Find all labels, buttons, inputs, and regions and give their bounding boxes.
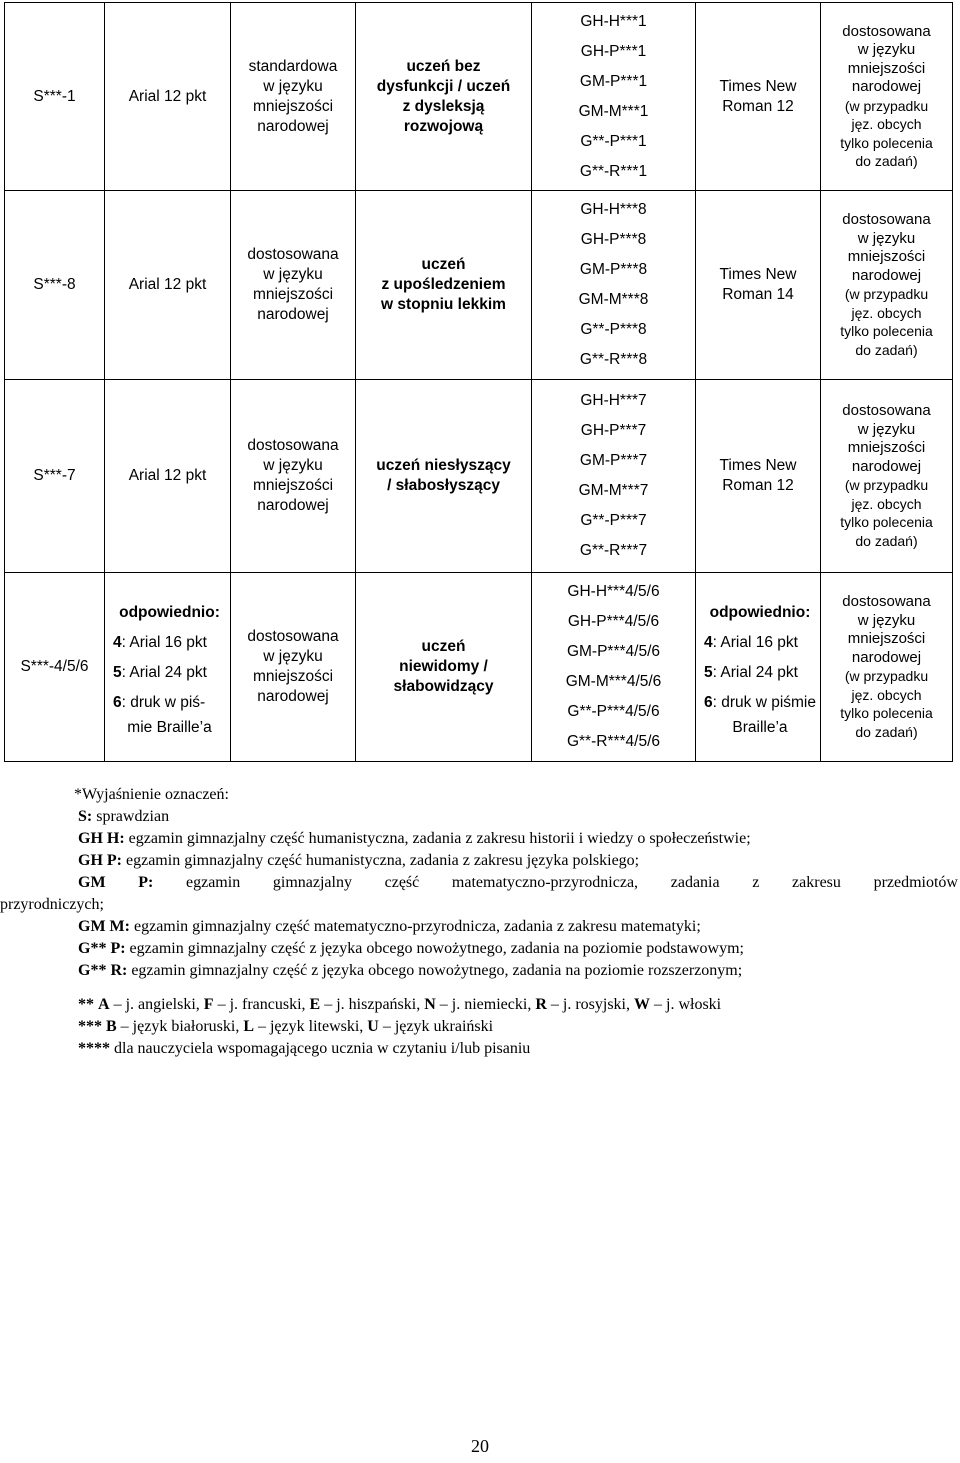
adapted-cell-line: tylko polecenia bbox=[840, 134, 933, 151]
exam-codes-cell-line: GM-M***7 bbox=[578, 482, 649, 499]
form-cell-line: standardowa bbox=[248, 57, 338, 75]
exam-codes-cell-line: G**-P***4/5/6 bbox=[567, 703, 660, 720]
answer-font-cell bbox=[696, 573, 821, 762]
exam-codes-cell-line: GM-M***4/5/6 bbox=[565, 673, 662, 690]
adapted-cell-line: (w przypadku bbox=[844, 477, 929, 493]
legend-value: – j. włoski bbox=[650, 996, 722, 1013]
exam-codes-cell-line: GM-P***7 bbox=[579, 452, 648, 469]
answer-font-cell bbox=[696, 380, 821, 573]
answer-font-cell-line: Roman 12 bbox=[722, 97, 794, 115]
legend-value: – j. niemiecki, bbox=[435, 996, 536, 1013]
minority-line: *** B – język białoruski, L – język litewski, U – język ukraiński bbox=[78, 1018, 494, 1035]
table-row bbox=[5, 573, 953, 762]
adapted-cell-line: w języku bbox=[857, 229, 916, 247]
student-cell-line: uczeń bez bbox=[406, 57, 481, 75]
legend-item-continued: przyrodniczych; bbox=[0, 896, 104, 913]
legend-key: N bbox=[424, 996, 436, 1013]
student-cell-line: rozwojową bbox=[403, 117, 484, 135]
exam-codes-cell-line: G**-R***1 bbox=[579, 162, 648, 180]
form-cell-line: w języku bbox=[263, 77, 323, 95]
student-cell-line: z dysleksją bbox=[402, 97, 485, 115]
form-cell bbox=[231, 380, 356, 573]
assistant-line: **** dla nauczyciela wspomagającego ucznia w czytaniu i/lub pisaniu bbox=[78, 1040, 531, 1057]
student-cell-line: uczeń bbox=[421, 638, 466, 655]
answer-font-cell-item: 6: druk w piśmie bbox=[704, 693, 816, 711]
form-cell bbox=[231, 191, 356, 380]
adapted-cell bbox=[821, 573, 953, 762]
font-size-cell-heading: odpowiednio: bbox=[119, 603, 220, 621]
legend-notes bbox=[0, 784, 958, 1060]
adapted-cell-line: do zadań) bbox=[855, 153, 918, 169]
student-cell-line: uczeń bbox=[421, 256, 466, 273]
adapted-cell-line: narodowej bbox=[851, 78, 922, 95]
adapted-cell-line: mniejszości bbox=[847, 439, 926, 456]
answer-font-cell-line: Roman 12 bbox=[722, 477, 794, 494]
adapted-cell-line: w języku bbox=[857, 611, 916, 629]
adapted-cell bbox=[821, 380, 953, 573]
arrangement-code: S***-7 bbox=[5, 380, 105, 573]
answer-font-cell bbox=[696, 3, 821, 191]
font-size-cell: Arial 12 pkt bbox=[105, 191, 231, 380]
exam-codes-cell-line: GM-P***4/5/6 bbox=[566, 643, 661, 660]
adapted-cell-line: narodowej bbox=[851, 457, 922, 475]
legend-key: L bbox=[243, 1018, 254, 1035]
adapted-cell-line: jęz. obcych bbox=[851, 495, 922, 512]
table-row bbox=[5, 3, 953, 191]
font-size-cell: Arial 12 pkt bbox=[105, 380, 231, 573]
exam-codes-cell-line: GM-M***8 bbox=[578, 291, 649, 308]
form-cell-line: w języku bbox=[263, 266, 323, 283]
exam-codes-cell-line: GM-P***1 bbox=[579, 72, 648, 90]
adapted-cell-line: jęz. obcych bbox=[851, 686, 922, 703]
adapted-cell-line: do zadań) bbox=[855, 532, 918, 549]
adapted-cell-line: dostosowana bbox=[842, 211, 931, 228]
exam-codes-cell bbox=[532, 3, 696, 191]
exam-codes-cell bbox=[532, 191, 696, 380]
legend-value: – j. angielski, bbox=[109, 996, 204, 1013]
legend-key: W bbox=[634, 996, 650, 1013]
font-size-cell-item: 6: druk w piś- bbox=[113, 693, 206, 711]
legend-key: A bbox=[98, 996, 110, 1013]
exam-codes-cell-line: GH-H***8 bbox=[580, 201, 647, 218]
legend-item: GM P: egzamin gimnazjalny część matematyczno-przyrodnicza, zadania z zakresu przedmiotów bbox=[78, 874, 958, 891]
student-cell-line: / słabosłyszący bbox=[387, 477, 500, 494]
exam-codes-cell-line: GH-P***4/5/6 bbox=[567, 613, 660, 630]
form-cell bbox=[231, 3, 356, 191]
adapted-cell-line: tylko polecenia bbox=[840, 514, 933, 530]
exam-codes-cell-line: GH-H***1 bbox=[580, 12, 647, 30]
legend-item: GH P: egzamin gimnazjalny część humanistyczna, zadania z zakresu języka polskiego; bbox=[78, 852, 640, 869]
legend-title: *Wyjaśnienie oznaczeń: bbox=[74, 786, 229, 803]
legend-key: F bbox=[203, 996, 214, 1013]
student-cell-line: uczeń niesłyszący bbox=[376, 457, 511, 474]
student-cell-line: niewidomy / bbox=[399, 658, 488, 675]
languages-line: ** A – j. angielski, F – j. francuski, E – j. hiszpański, N – j. niemiecki, R – j. rosyjski, W – j. włoski bbox=[78, 996, 722, 1013]
adapted-cell-line: do zadań) bbox=[855, 723, 918, 740]
legend-item: G** P: egzamin gimnazjalny część z języka obcego nowożytnego, zadania na poziomie podstawowym; bbox=[78, 940, 744, 957]
exam-codes-cell bbox=[532, 573, 696, 762]
font-size-cell-item: 4: Arial 16 pkt bbox=[113, 633, 207, 651]
font-size-cell-tail: mie Braille’a bbox=[127, 718, 212, 736]
answer-font-cell-tail: Braille’a bbox=[732, 718, 788, 736]
answer-font-cell-item: 4: Arial 16 pkt bbox=[704, 633, 798, 651]
adapted-cell-line: w języku bbox=[857, 420, 916, 438]
exam-codes-cell-line: GM-M***1 bbox=[578, 102, 649, 120]
legend-value: – j. hiszpański, bbox=[320, 996, 425, 1013]
legend-value: – język białoruski, bbox=[116, 1018, 244, 1035]
adapted-cell-line: do zadań) bbox=[855, 341, 918, 358]
adapted-cell-line: w języku bbox=[857, 41, 916, 58]
adapted-cell-line: (w przypadku bbox=[844, 97, 929, 114]
legend-value: – język litewski, bbox=[253, 1018, 368, 1035]
answer-font-cell bbox=[696, 191, 821, 380]
form-cell-line: mniejszości bbox=[252, 286, 334, 303]
form-cell-line: w języku bbox=[263, 648, 323, 665]
exam-codes-cell-line: G**-P***8 bbox=[580, 321, 647, 338]
form-cell-line: w języku bbox=[263, 457, 323, 474]
arrangement-code: S***-4/5/6 bbox=[5, 573, 105, 762]
student-cell-line: dysfunkcji / uczeń bbox=[376, 77, 511, 95]
exam-codes-cell-line: GH-P***1 bbox=[580, 42, 647, 60]
legend-item: GH H: egzamin gimnazjalny część humanistyczna, zadania z zakresu historii i wiedzy o społeczeństwie; bbox=[78, 830, 751, 847]
exam-codes-cell-line: G**-P***7 bbox=[580, 512, 647, 529]
page-number: 20 bbox=[471, 1436, 489, 1456]
form-cell-line: mniejszości bbox=[252, 97, 334, 115]
adapted-cell-line: mniejszości bbox=[847, 59, 926, 77]
adapted-cell-line: mniejszości bbox=[847, 630, 926, 647]
legend-value: – język ukraiński bbox=[378, 1018, 494, 1035]
student-cell bbox=[356, 380, 532, 573]
adapted-cell-line: jęz. obcych bbox=[851, 116, 922, 132]
arrangement-code: S***-1 bbox=[5, 3, 105, 191]
adapted-cell-line: tylko polecenia bbox=[840, 705, 933, 721]
adapted-cell-line: tylko polecenia bbox=[840, 323, 933, 339]
arrangement-table bbox=[4, 2, 953, 762]
exam-codes-cell-line: GH-P***7 bbox=[580, 422, 647, 439]
student-cell-line: z upośledzeniem bbox=[381, 276, 506, 293]
student-cell bbox=[356, 573, 532, 762]
exam-codes-cell-line: G**-R***7 bbox=[579, 542, 648, 559]
answer-font-cell-line: Times New bbox=[719, 457, 797, 474]
adapted-cell-line: (w przypadku bbox=[844, 286, 929, 302]
adapted-cell-line: dostosowana bbox=[842, 402, 931, 419]
form-cell-line: dostosowana bbox=[247, 628, 339, 645]
student-cell bbox=[356, 3, 532, 191]
form-cell bbox=[231, 573, 356, 762]
student-cell-line: słabowidzący bbox=[393, 678, 494, 695]
form-cell-line: narodowej bbox=[257, 497, 329, 514]
legend-key: U bbox=[367, 1018, 379, 1035]
exam-codes-cell-line: GH-P***8 bbox=[580, 231, 647, 248]
adapted-cell-line: narodowej bbox=[851, 648, 922, 666]
legend-key: E bbox=[309, 996, 321, 1013]
legend-value: – j. francuski, bbox=[213, 996, 310, 1013]
legend-key: R bbox=[535, 996, 547, 1013]
adapted-cell-line: narodowej bbox=[851, 266, 922, 284]
adapted-cell bbox=[821, 191, 953, 380]
student-cell-line: w stopniu lekkim bbox=[381, 296, 506, 313]
form-cell-line: narodowej bbox=[257, 688, 329, 705]
adapted-cell bbox=[821, 3, 953, 191]
form-cell-line: mniejszości bbox=[252, 668, 334, 685]
form-cell-line: dostosowana bbox=[247, 246, 339, 263]
arrangement-code: S***-8 bbox=[5, 191, 105, 380]
student-cell bbox=[356, 191, 532, 380]
font-size-cell: Arial 12 pkt bbox=[105, 3, 231, 191]
adapted-cell-line: (w przypadku bbox=[844, 668, 929, 684]
answer-font-cell-line: Times New bbox=[719, 77, 797, 95]
table-row bbox=[5, 191, 953, 380]
font-size-cell bbox=[105, 573, 231, 762]
adapted-cell-line: mniejszości bbox=[847, 248, 926, 265]
adapted-cell-line: dostosowana bbox=[842, 593, 931, 610]
adapted-cell-line: jęz. obcych bbox=[851, 304, 922, 321]
exam-codes-cell-line: G**-P***1 bbox=[580, 132, 647, 150]
answer-font-cell-line: Times New bbox=[719, 266, 797, 283]
legend-item: G** R: egzamin gimnazjalny część z języka obcego nowożytnego, zadania na poziomie rozszerzonym; bbox=[78, 962, 743, 979]
exam-codes-cell-line: GM-P***8 bbox=[579, 261, 648, 278]
adapted-cell-line: dostosowana bbox=[842, 22, 931, 40]
form-cell-line: narodowej bbox=[257, 306, 329, 323]
legend-item: GM M: egzamin gimnazjalny część matematyczno-przyrodnicza, zadania z zakresu matematyki; bbox=[78, 918, 701, 935]
exam-codes-cell-line: GH-H***7 bbox=[580, 392, 647, 409]
form-cell-line: mniejszości bbox=[252, 477, 334, 494]
legend-key: B bbox=[106, 1018, 117, 1035]
legend-item: S: sprawdzian bbox=[78, 808, 170, 825]
exam-codes-cell-line: G**-R***4/5/6 bbox=[566, 733, 661, 750]
exam-codes-cell bbox=[532, 380, 696, 573]
answer-font-cell-item: 5: Arial 24 pkt bbox=[704, 663, 798, 681]
form-cell-line: narodowej bbox=[257, 117, 329, 135]
answer-font-cell-heading: odpowiednio: bbox=[709, 603, 811, 621]
table-row bbox=[5, 380, 953, 573]
answer-font-cell-line: Roman 14 bbox=[722, 286, 794, 303]
form-cell-line: dostosowana bbox=[247, 437, 339, 454]
font-size-cell-item: 5: Arial 24 pkt bbox=[113, 663, 207, 681]
exam-codes-cell-line: G**-R***8 bbox=[579, 351, 648, 368]
exam-codes-cell-line: GH-H***4/5/6 bbox=[567, 583, 660, 600]
legend-value: – j. rosyjski, bbox=[546, 996, 634, 1013]
